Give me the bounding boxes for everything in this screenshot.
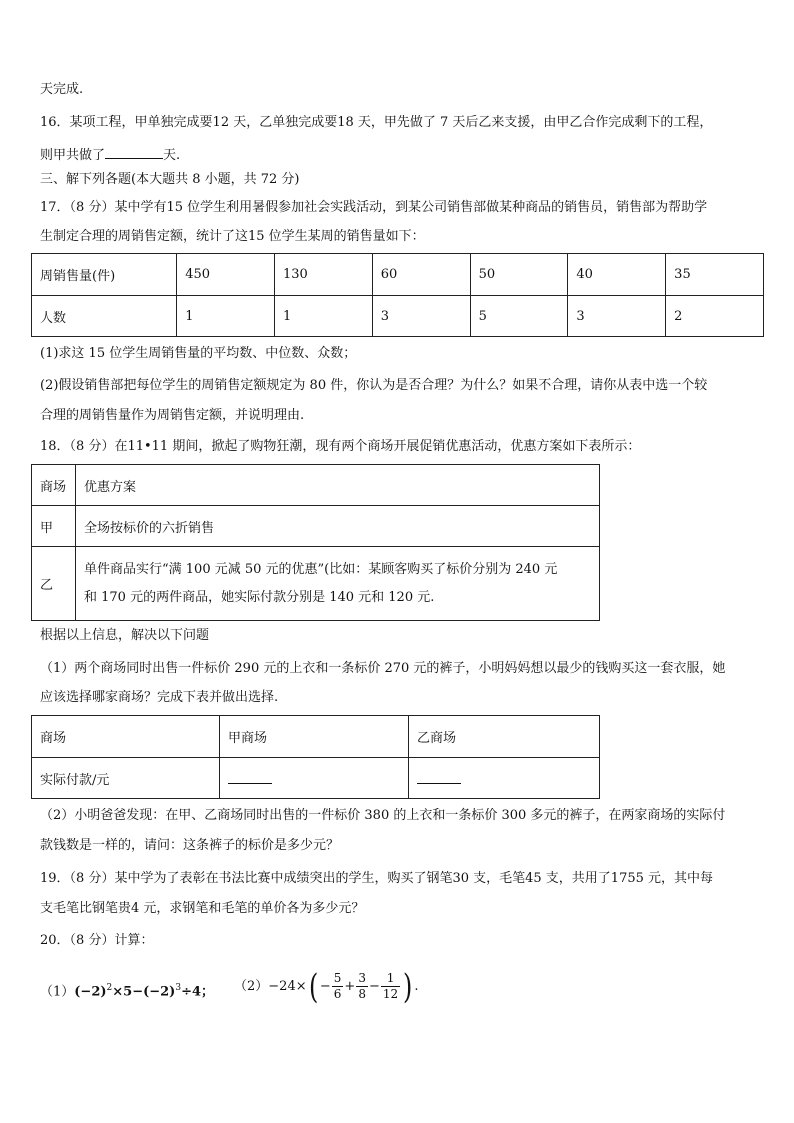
table-cell: 50 xyxy=(470,254,568,296)
numerator: 5 xyxy=(333,971,342,985)
exponent: 2 xyxy=(106,983,113,993)
numerator: 1 xyxy=(381,971,400,987)
table-cell xyxy=(76,547,600,621)
table-cell: 全场按标价的六折销售 xyxy=(76,506,600,547)
table-row xyxy=(32,716,600,758)
table-cell: 450 xyxy=(177,254,275,296)
expr-term: −24× xyxy=(268,979,307,994)
q17-sub2-line1: (2)假设销售部把每位学生的周销售定额规定为 80 件，你认为是否合理？为什么？如果不合理，请你从表中选一个较 xyxy=(40,378,708,393)
table-cell: 商场 xyxy=(32,465,76,506)
table-cell: 乙 xyxy=(32,547,76,621)
table-row xyxy=(32,296,764,337)
table-cell: 实际付款/元 xyxy=(32,758,220,799)
q20-part1-label: （1） xyxy=(40,984,75,1000)
answer-blank[interactable] xyxy=(417,769,461,784)
q16-line1: 16．某项工程，甲单独完成要12 天，乙单独完成要18 天，甲先做了 7 天后乙来支援，由甲乙合作完成剩下的工程， xyxy=(40,115,713,130)
table-row xyxy=(32,254,764,296)
right-paren: ) xyxy=(403,966,413,1007)
expr-end: . xyxy=(414,979,419,994)
expr-term: ÷4； xyxy=(181,984,215,1000)
q20-part1 xyxy=(40,978,214,1002)
table-cell: 甲 xyxy=(32,506,76,547)
table-cell: 1 xyxy=(177,296,275,337)
table-cell: 周销售量(件) xyxy=(32,254,177,296)
table-cell: 60 xyxy=(372,254,470,296)
q16-line2 xyxy=(40,144,180,166)
denominator: 12 xyxy=(382,987,399,1001)
discount-table xyxy=(31,464,600,621)
q16-line2-pre: 则甲共做了 xyxy=(40,148,106,163)
table-cell xyxy=(409,758,600,799)
table-cell: 35 xyxy=(666,254,764,296)
table-row xyxy=(32,758,600,799)
sales-table xyxy=(31,253,764,337)
q20-part2-label: （2） xyxy=(234,979,269,994)
table-cell: 130 xyxy=(274,254,372,296)
table-cell: 人数 xyxy=(32,296,177,337)
answer-blank[interactable] xyxy=(105,144,163,159)
table-cell: 40 xyxy=(568,254,666,296)
fraction xyxy=(332,971,344,1002)
table-cell: 3 xyxy=(372,296,470,337)
section-heading: 三、解下列各题(本大题共 8 小题，共 72 分) xyxy=(40,172,300,187)
answer-blank[interactable] xyxy=(228,769,272,784)
fraction xyxy=(356,971,368,1002)
q17-sub2-line2: 合理的周销售量作为周销售定额，并说明理由. xyxy=(40,408,305,423)
table-row xyxy=(32,506,600,547)
denominator: 6 xyxy=(333,987,342,1001)
q20-title: 20．（8 分）计算： xyxy=(40,933,154,948)
q17-line1: 17．（8 分）某中学有15 位学生利用暑假参加社会实践活动，到某公司销售部做某种商品的销售员，销售部为帮助学 xyxy=(40,200,708,215)
q18-sub1-line1: （1）两个商场同时出售一件标价 290 元的上衣和一条标价 270 元的裤子，小明妈妈想以最少的钱购买这一套衣服，她 xyxy=(40,661,726,676)
q17-line2: 生制定合理的周销售定额，统计了这15 位学生某周的销售量如下： xyxy=(40,229,425,244)
q18-sub2-line1: （2）小明爸爸发现：在甲、乙商场同时出售的一件标价 380 的上衣和一条标价 300 多元的裤子，在两家商场的实际付 xyxy=(40,808,726,823)
q18-info: 根据以上信息，解决以下问题 xyxy=(40,628,210,643)
frac-sign: − xyxy=(319,979,331,994)
q19-line1: 19．（8 分）某中学为了表彰在书法比赛中成绩突出的学生，购买了钢笔30 支，毛笔45 支，共用了1755 元，其中每 xyxy=(40,871,714,886)
exponent: 3 xyxy=(175,983,182,993)
table-cell xyxy=(220,758,409,799)
table-row xyxy=(32,465,600,506)
table-cell: 1 xyxy=(274,296,372,337)
q18-sub1-line2: 应该选择哪家商场？完成下表并做出选择. xyxy=(40,690,279,705)
table-cell-line: 单件商品实行“满 100 元减 50 元的优惠”(比如：某顾客购买了标价分别为 240 元 xyxy=(84,561,558,577)
payment-table xyxy=(31,715,600,799)
table-row xyxy=(32,547,600,621)
table-cell: 5 xyxy=(470,296,568,337)
left-paren: ( xyxy=(308,966,318,1007)
numerator: 3 xyxy=(358,971,366,985)
q15-tail: 天完成. xyxy=(40,82,84,97)
table-cell: 商场 xyxy=(32,716,220,758)
q19-line2: 支毛笔比钢笔贵4 元，求钢笔和毛笔的单价各为多少元？ xyxy=(40,901,365,916)
expr-term: (−2) xyxy=(74,984,107,1000)
table-cell: 甲商场 xyxy=(220,716,409,758)
table-cell-line: 和 170 元的两件商品，她实际付款分别是 140 元和 120 元. xyxy=(84,589,435,605)
expr-term: ×5−(−2) xyxy=(112,984,176,1000)
q18-line1: 18．（8 分）在11•11 期间，掀起了购物狂潮，现有两个商场开展促销优惠活动，优惠方案如下表所示： xyxy=(40,439,641,454)
frac-sign: + xyxy=(344,979,356,994)
table-cell: 2 xyxy=(666,296,764,337)
table-cell: 3 xyxy=(568,296,666,337)
q16-line2-post: 天. xyxy=(163,148,181,163)
q18-sub2-line2: 款钱数是一样的，请问：这条裤子的标价是多少元？ xyxy=(40,838,340,853)
table-cell: 优惠方案 xyxy=(76,465,600,506)
table-cell: 乙商场 xyxy=(409,716,600,758)
fraction xyxy=(381,971,400,1002)
denominator: 8 xyxy=(358,987,366,1001)
q20-part2 xyxy=(234,967,419,1011)
frac-sign: − xyxy=(368,979,380,994)
q17-sub1: (1)求这 15 位学生周销售量的平均数、中位数、众数； xyxy=(40,346,357,361)
